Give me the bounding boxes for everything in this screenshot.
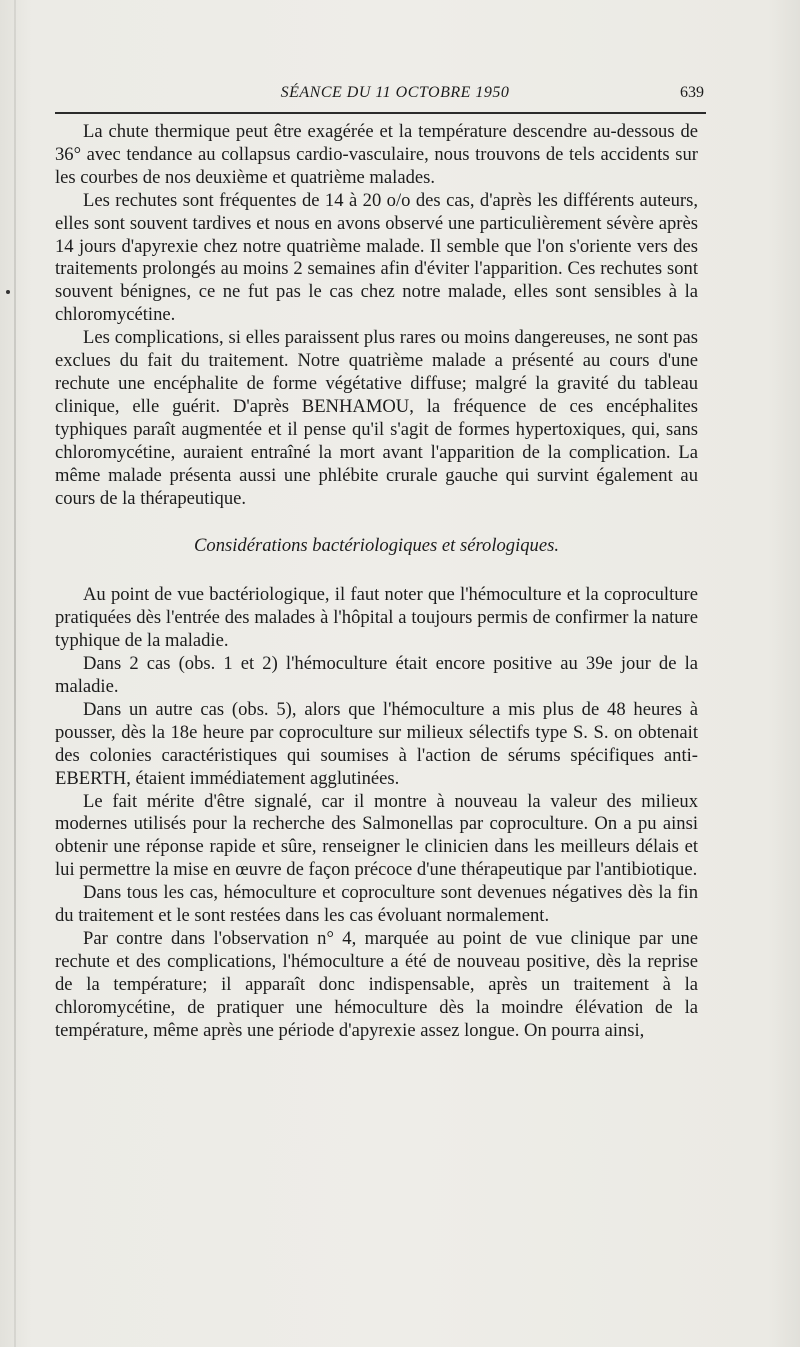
header-rule <box>55 112 706 114</box>
paragraph: Dans tous les cas, hémoculture et coproculture sont devenues négatives dès la fin du traitement et le sont restées dans les cas évoluant normalement. <box>55 882 698 927</box>
paragraph: Par contre dans l'observation n° 4, marquée au point de vue clinique par une rechute et des complications, l'hémoculture a été de nouveau positive, dès la reprise de la température; il apparaît donc indispensable, après un traitement à la chloromycétine, de pratiquer une hémoculture dès la moindre élévation de la température, même après une période d'apyrexie assez longue. On pourra ainsi, <box>55 928 698 1041</box>
section-heading: Considérations bactériologiques et sérologiques. <box>194 535 559 557</box>
page-header <box>86 80 704 108</box>
paragraph: Au point de vue bactériologique, il faut noter que l'hémoculture et la coproculture pratiquées dès l'entrée des malades à l'hôpital a toujours permis de confirmer la nature typhique de la maladie. <box>55 584 698 652</box>
body-text <box>55 121 698 1043</box>
binding-edge <box>14 0 16 1347</box>
paragraph: La chute thermique peut être exagérée et la température descendre au-dessous de 36° avec tendance au collapsus cardio-vasculaire, nous trouvons de tels accidents sur les courbes de nos deuxième et quatrième malades. <box>55 121 698 188</box>
paragraph: Dans un autre cas (obs. 5), alors que l'hémoculture a mis plus de 48 heures à pousser, dès la 18e heure par coproculture sur milieux sélectifs type S. S. on obtenait des colonies caractéristiques qui soumises à l'action de sérums spécifiques anti-EBERTH, étaient immédiatement agglutinées. <box>55 698 698 789</box>
paragraph: Le fait mérite d'être signalé, car il montre à nouveau la valeur des milieux modernes utilisés pour la recherche des Salmonellas par coproculture. On a pu ainsi obtenir une réponse rapide et sûre, renseigner le clinicien dans les meilleurs délais et lui permettre la mise en œuvre de façon précoce d'une thérapeutique par l'antibiotique. <box>55 790 698 881</box>
paragraph: Les rechutes sont fréquentes de 14 à 20 o/o des cas, d'après les différents auteurs, elles sont souvent tardives et nous en avons observé une particulièrement sévère après 14 jours d'apyrexie chez notre quatrième malade. Il semble que l'on s'oriente vers des traitements prolongés au moins 2 semaines afin d'éviter l'apparition. Ces rechutes sont souvent bénignes, ce ne fut pas le cas chez notre malade, elles sont sensibles à la chloromycétine. <box>55 189 698 326</box>
margin-dot <box>6 290 10 294</box>
paragraph: Dans 2 cas (obs. 1 et 2) l'hémoculture était encore positive au 39e jour de la maladie. <box>55 653 698 698</box>
paragraph: Les complications, si elles paraissent plus rares ou moins dangereuses, ne sont pas exclues du fait du traitement. Notre quatrième malade a présenté au cours d'une rechute une encéphalite de forme végétative diffuse; malgré la gravité du tableau clinique, elle guérit. D'après BENHAMOU, la fréquence de ces encéphalites typhiques paraît augmentée et il pense qu'il s'agit de formes hypertoxiques, qui, sans chloromycétine, auraient entraîné la mort avant l'apparition de la complication. La même malade présenta aussi une phlébite crurale gauche qui survint également au cours de la thérapeutique. <box>55 327 698 509</box>
running-title: SÉANCE DU 11 OCTOBRE 1950 <box>280 84 510 101</box>
page-number: 639 <box>680 84 704 101</box>
